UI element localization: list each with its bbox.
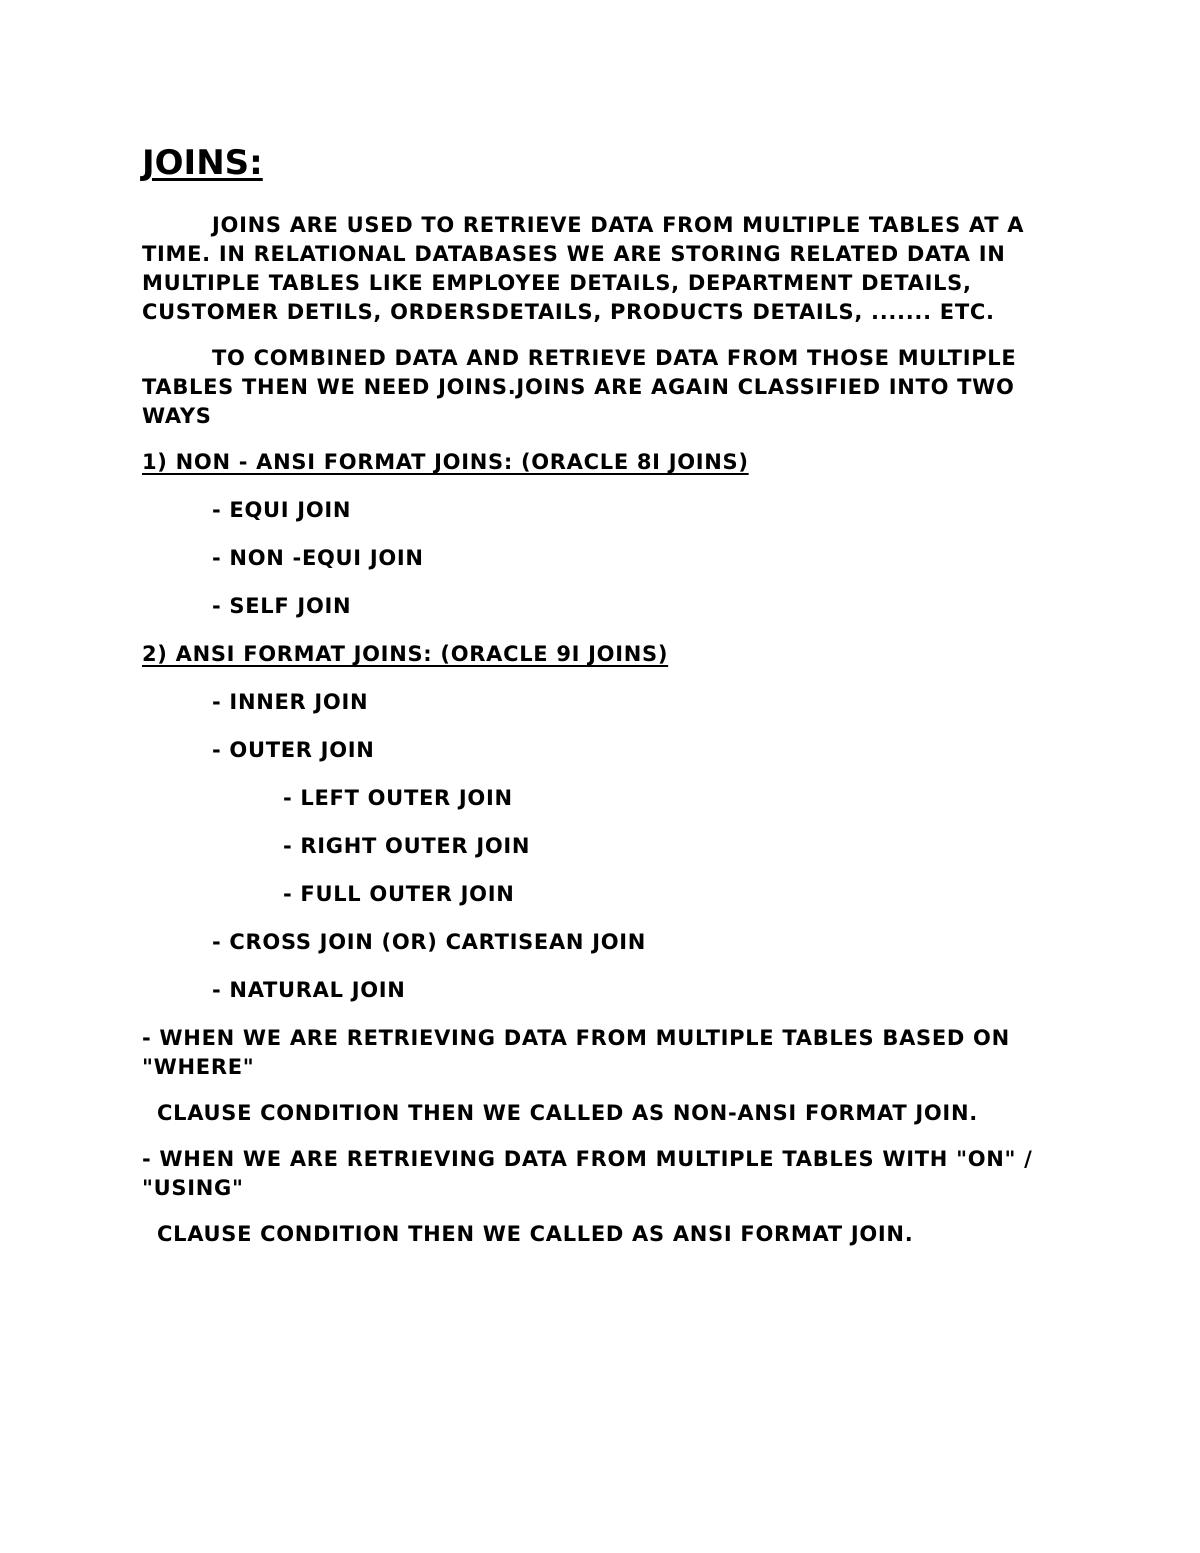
- note-ansi-continuation: CLAUSE CONDITION THEN WE CALLED AS ANSI FORMAT JOIN.: [157, 1222, 914, 1246]
- list-item-non-equi-join: - NON -EQUI JOIN: [212, 546, 424, 570]
- intro-paragraph-2-text: TO COMBINED DATA AND RETRIEVE DATA FROM THOSE MULTIPLE TABLES THEN WE NEED JOINS.JOINS ARE AGAIN CLASSIFIED INTO TWO WAYS: [142, 346, 1017, 428]
- list-item-outer-join: - OUTER JOIN: [212, 738, 375, 762]
- intro-paragraph-1-text: JOINS ARE USED TO RETRIEVE DATA FROM MULTIPLE TABLES AT A TIME. IN RELATIONAL DATABASES WE ARE STORING RELATED DATA IN MULTIPLE TABLES LIKE EMPLOYEE DETAILS, DEPARTMENT DETAILS, CUSTOMER DETILS, ORDERSDETAILS, PRODUCTS DETAILS, ....... ETC.: [142, 213, 1025, 324]
- list-item-left-outer-join: - LEFT OUTER JOIN: [283, 786, 513, 810]
- note-non-ansi-continuation: CLAUSE CONDITION THEN WE CALLED AS NON-ANSI FORMAT JOIN.: [157, 1101, 978, 1125]
- document-body: [142, 143, 1072, 1266]
- list-item-equi-join: - EQUI JOIN: [212, 498, 352, 522]
- section-heading-ansi: 2) ANSI FORMAT JOINS: (ORACLE 9I JOINS): [142, 642, 669, 666]
- list-item-inner-join: - INNER JOIN: [212, 690, 369, 714]
- list-item-full-outer-join: - FULL OUTER JOIN: [283, 882, 515, 906]
- intro-paragraph-2: [142, 344, 1072, 431]
- page-title: JOINS:: [142, 143, 263, 183]
- intro-paragraph-1: [142, 211, 1072, 327]
- list-item-right-outer-join: - RIGHT OUTER JOIN: [283, 834, 531, 858]
- note-non-ansi: - WHEN WE ARE RETRIEVING DATA FROM MULTIPLE TABLES BASED ON "WHERE": [142, 1026, 1010, 1079]
- list-item-cross-join: - CROSS JOIN (OR) CARTISEAN JOIN: [212, 930, 647, 954]
- list-item-self-join: - SELF JOIN: [212, 594, 352, 618]
- note-ansi: - WHEN WE ARE RETRIEVING DATA FROM MULTIPLE TABLES WITH "ON" / "USING": [142, 1147, 1033, 1200]
- list-item-natural-join: - NATURAL JOIN: [212, 978, 406, 1002]
- section-heading-non-ansi: 1) NON - ANSI FORMAT JOINS: (ORACLE 8I JOINS): [142, 450, 749, 474]
